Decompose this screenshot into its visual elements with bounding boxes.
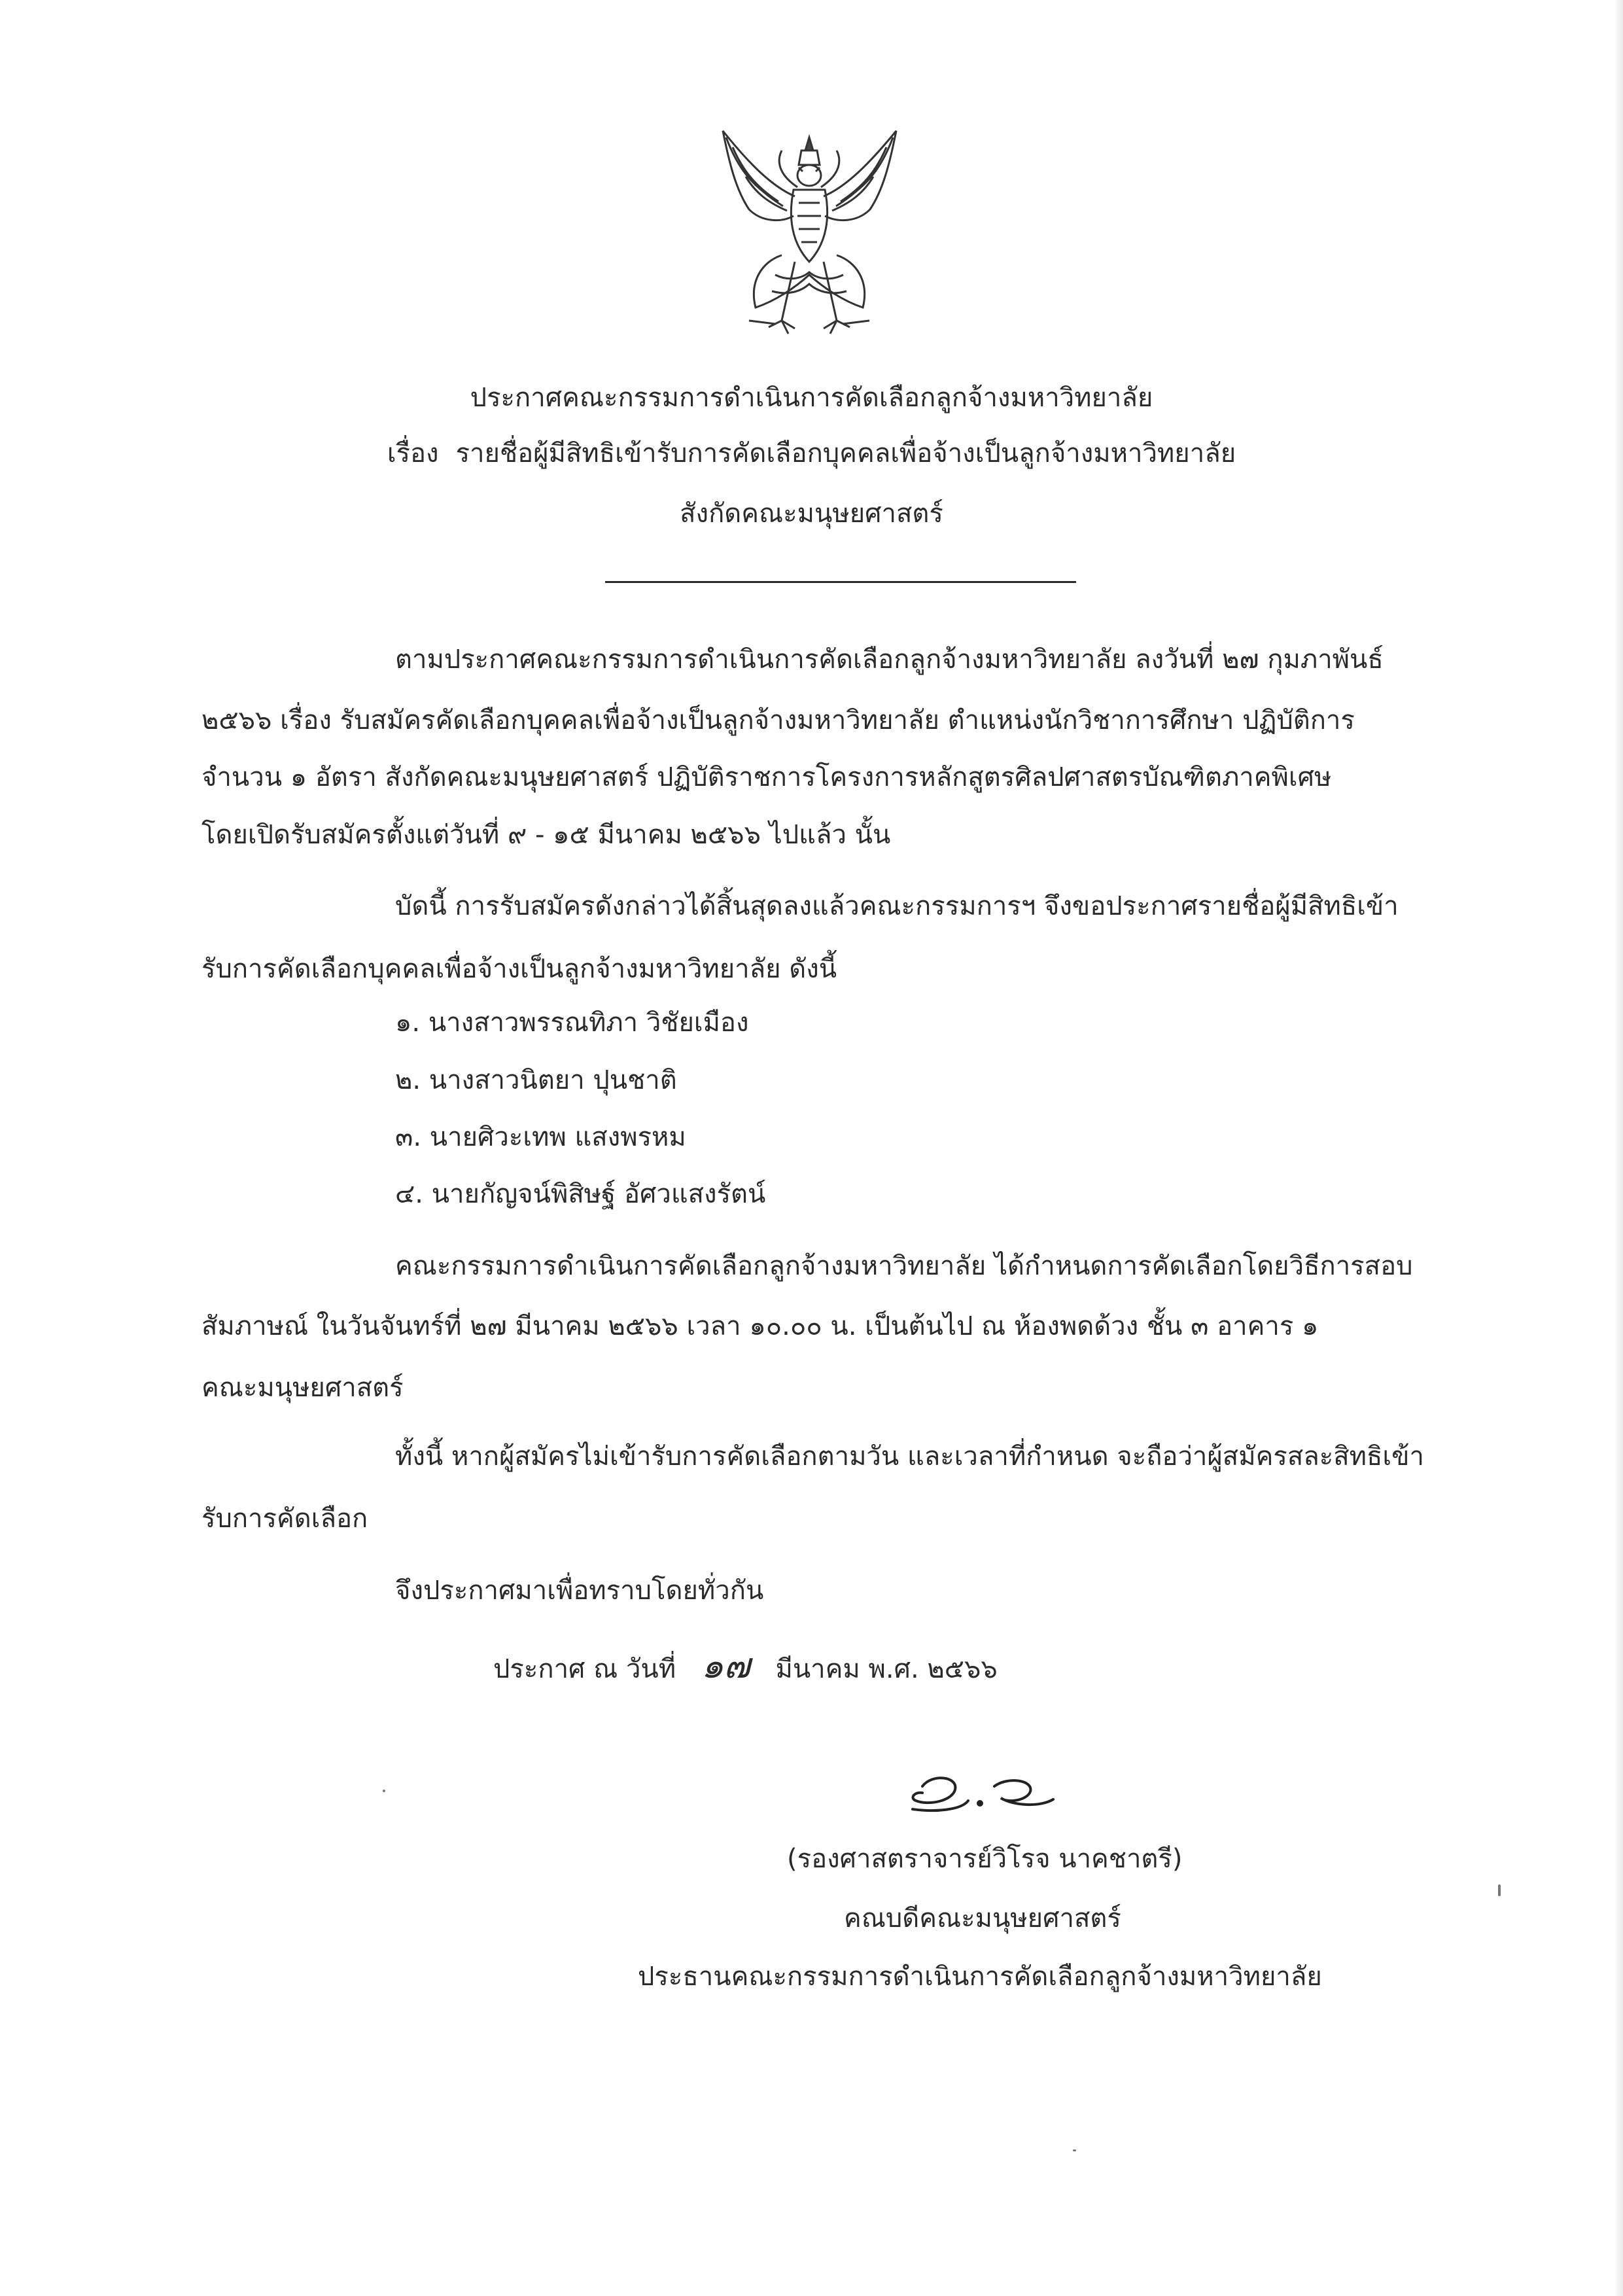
paragraph1-line1: ตามประกาศคณะกรรมการดำเนินการคัดเลือกลูกจ้างมหาวิทยาลัย ลงวันที่ ๒๗ กุมภาพันธ์: [395, 645, 1384, 675]
closing-statement: จึงประกาศมาเพื่อทราบโดยทั่วกัน: [395, 1576, 764, 1606]
signatory-name: (รองศาสตราจารย์วิโรจ นาคชาตรี): [787, 1844, 1183, 1874]
date-prefix: ประกาศ ณ วันที่: [493, 1654, 676, 1684]
paragraph3-line2: สัมภาษณ์ ในวันจันทร์ที่ ๒๗ มีนาคม ๒๕๖๖ เวลา ๑๐.๐๐ น. เป็นต้นไป ณ ห้องพดด้วง ชั้น ๓ อาคาร ๑: [201, 1311, 1319, 1341]
paragraph1-line2: ๒๕๖๖ เรื่อง รับสมัครคัดเลือกบุคคลเพื่อจ้างเป็นลูกจ้างมหาวิทยาลัย ตำแหน่งนักวิชาการศึกษา ปฏิบัติการ: [201, 705, 1355, 735]
garuda-emblem-icon: [710, 124, 909, 347]
scan-speck: [1073, 2149, 1076, 2151]
candidate-item: ๑. นางสาวพรรณทิภา วิชัยเมือง: [395, 1008, 749, 1038]
handwritten-day: ๑๗: [701, 1645, 750, 1686]
signatory-position-dean: คณบดีคณะมนุษยศาสตร์: [844, 1903, 1121, 1934]
scan-edge-shadow: [1614, 0, 1623, 2296]
handwritten-signature-icon: [903, 1760, 1060, 1822]
paragraph4-line2: รับการคัดเลือก: [201, 1504, 368, 1534]
paragraph2-line2: รับการคัดเลือกบุคคลเพื่อจ้างเป็นลูกจ้างมหาวิทยาลัย ดังนี้: [201, 954, 837, 984]
subject-text: รายชื่อผู้มีสิทธิเข้ารับการคัดเลือกบุคคลเพื่อจ้างเป็นลูกจ้างมหาวิทยาลัย: [455, 438, 1236, 468]
candidate-item: ๓. นายศิวะเทพ แสงพรหม: [395, 1122, 686, 1152]
signatory-position-chair: ประธานคณะกรรมการดำเนินการคัดเลือกลูกจ้างมหาวิทยาลัย: [638, 1962, 1322, 1992]
announcement-date: [493, 1637, 998, 1693]
scan-speck: [383, 1790, 385, 1792]
announcement-title: ประกาศคณะกรรมการดำเนินการคัดเลือกลูกจ้างมหาวิทยาลัย: [470, 383, 1153, 413]
paragraph1-line4: โดยเปิดรับสมัครตั้งแต่วันที่ ๙ - ๑๕ มีนาคม ๒๕๖๖ ไปแล้ว นั้น: [201, 820, 891, 850]
paragraph2-line1: บัดนี้ การรับสมัครดังกล่าวได้สิ้นสุดลงแล้วคณะกรรมการฯ จึงขอประกาศรายชื่อผู้มีสิทธิเข้า: [395, 891, 1399, 921]
candidate-item: ๒. นางสาวนิตยา ปุนชาติ: [395, 1065, 677, 1095]
subject-line: [0, 432, 1623, 474]
affiliation-line: สังกัดคณะมนุษยศาสตร์: [680, 499, 943, 529]
paragraph1-line3: จำนวน ๑ อัตรา สังกัดคณะมนุษยศาสตร์ ปฏิบัติราชการโครงการหลักสูตรศิลปศาสตรบัณฑิตภาคพิเศษ: [201, 762, 1332, 792]
date-month-year: มีนาคม พ.ศ. ๒๕๖๖: [775, 1654, 998, 1684]
subject-label: เรื่อง: [387, 438, 439, 468]
title-divider: [605, 581, 1076, 583]
scan-speck: [1498, 1884, 1501, 1896]
paragraph3-line3: คณะมนุษยศาสตร์: [201, 1373, 404, 1403]
paragraph4-line1: ทั้งนี้ หากผู้สมัครไม่เข้ารับการคัดเลือกตามวัน และเวลาที่กำหนด จะถือว่าผู้สมัครสละสิทธิเข้า: [395, 1441, 1424, 1472]
candidate-item: ๔. นายกัญจน์พิสิษฐ์ อัศวแสงรัตน์: [395, 1179, 766, 1209]
paragraph3-line1: คณะกรรมการดำเนินการคัดเลือกลูกจ้างมหาวิทยาลัย ได้กำหนดการคัดเลือกโดยวิธีการสอบ: [395, 1251, 1413, 1281]
